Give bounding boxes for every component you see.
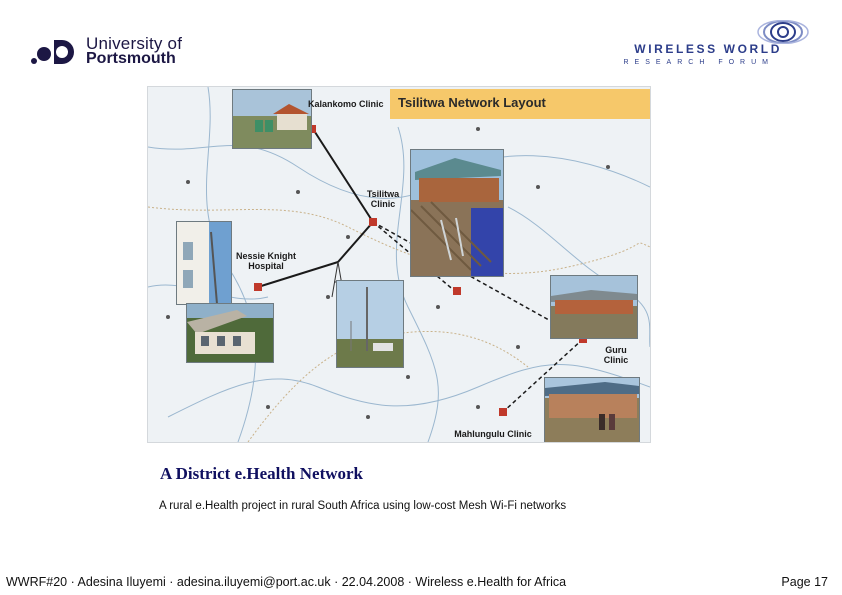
kalankomo-clinic-photo [232,89,312,149]
tsilitwa-clinic-label: Tsilitwa Clinic [366,189,400,209]
guru-clinic-label: Guru Clinic [603,345,629,365]
wwrf-logo-line2: RESEARCH FORUM [623,59,774,66]
wireless-waves-icon [756,20,810,44]
tsilitwa-clinic-photo [410,149,504,277]
page-number: Page 17 [781,575,828,589]
caption-subtitle: A rural e.Health project in rural South Africa using low-cost Mesh Wi-Fi networks [159,500,567,512]
map-title: Tsilitwa Network Layout [398,95,546,110]
university-logo [30,36,200,68]
university-logo-line1: University of [86,34,183,53]
caption-title: A District e.Health Network [160,464,364,483]
wwrf-logo-line1: WIRELESS WORLD [634,42,782,56]
kalankomo-clinic-label: Kalankomo Clinic [308,99,384,109]
wwrf-logo [610,20,810,70]
university-logo-line2: Portsmouth [86,50,176,67]
mahlungulu-clinic-photo [544,377,640,443]
guru-clinic-photo [550,275,638,339]
nessie-knight-hospital-photo-2 [186,303,274,363]
relay-mast-photo [336,280,404,368]
mahlungulu-clinic-label: Mahlungulu Clinic [454,429,532,439]
nessie-knight-hospital-label: Nessie Knight Hospital [235,251,296,271]
footer-text: WWRF#20 · Adesina Iluyemi · adesina.iluyemi@port.ac.uk · 22.04.2008 · Wireless e.Health for Africa [6,575,567,589]
network-map-figure [147,86,651,443]
university-mark-icon [30,36,78,68]
nessie-knight-hospital-photo-1 [176,221,232,305]
